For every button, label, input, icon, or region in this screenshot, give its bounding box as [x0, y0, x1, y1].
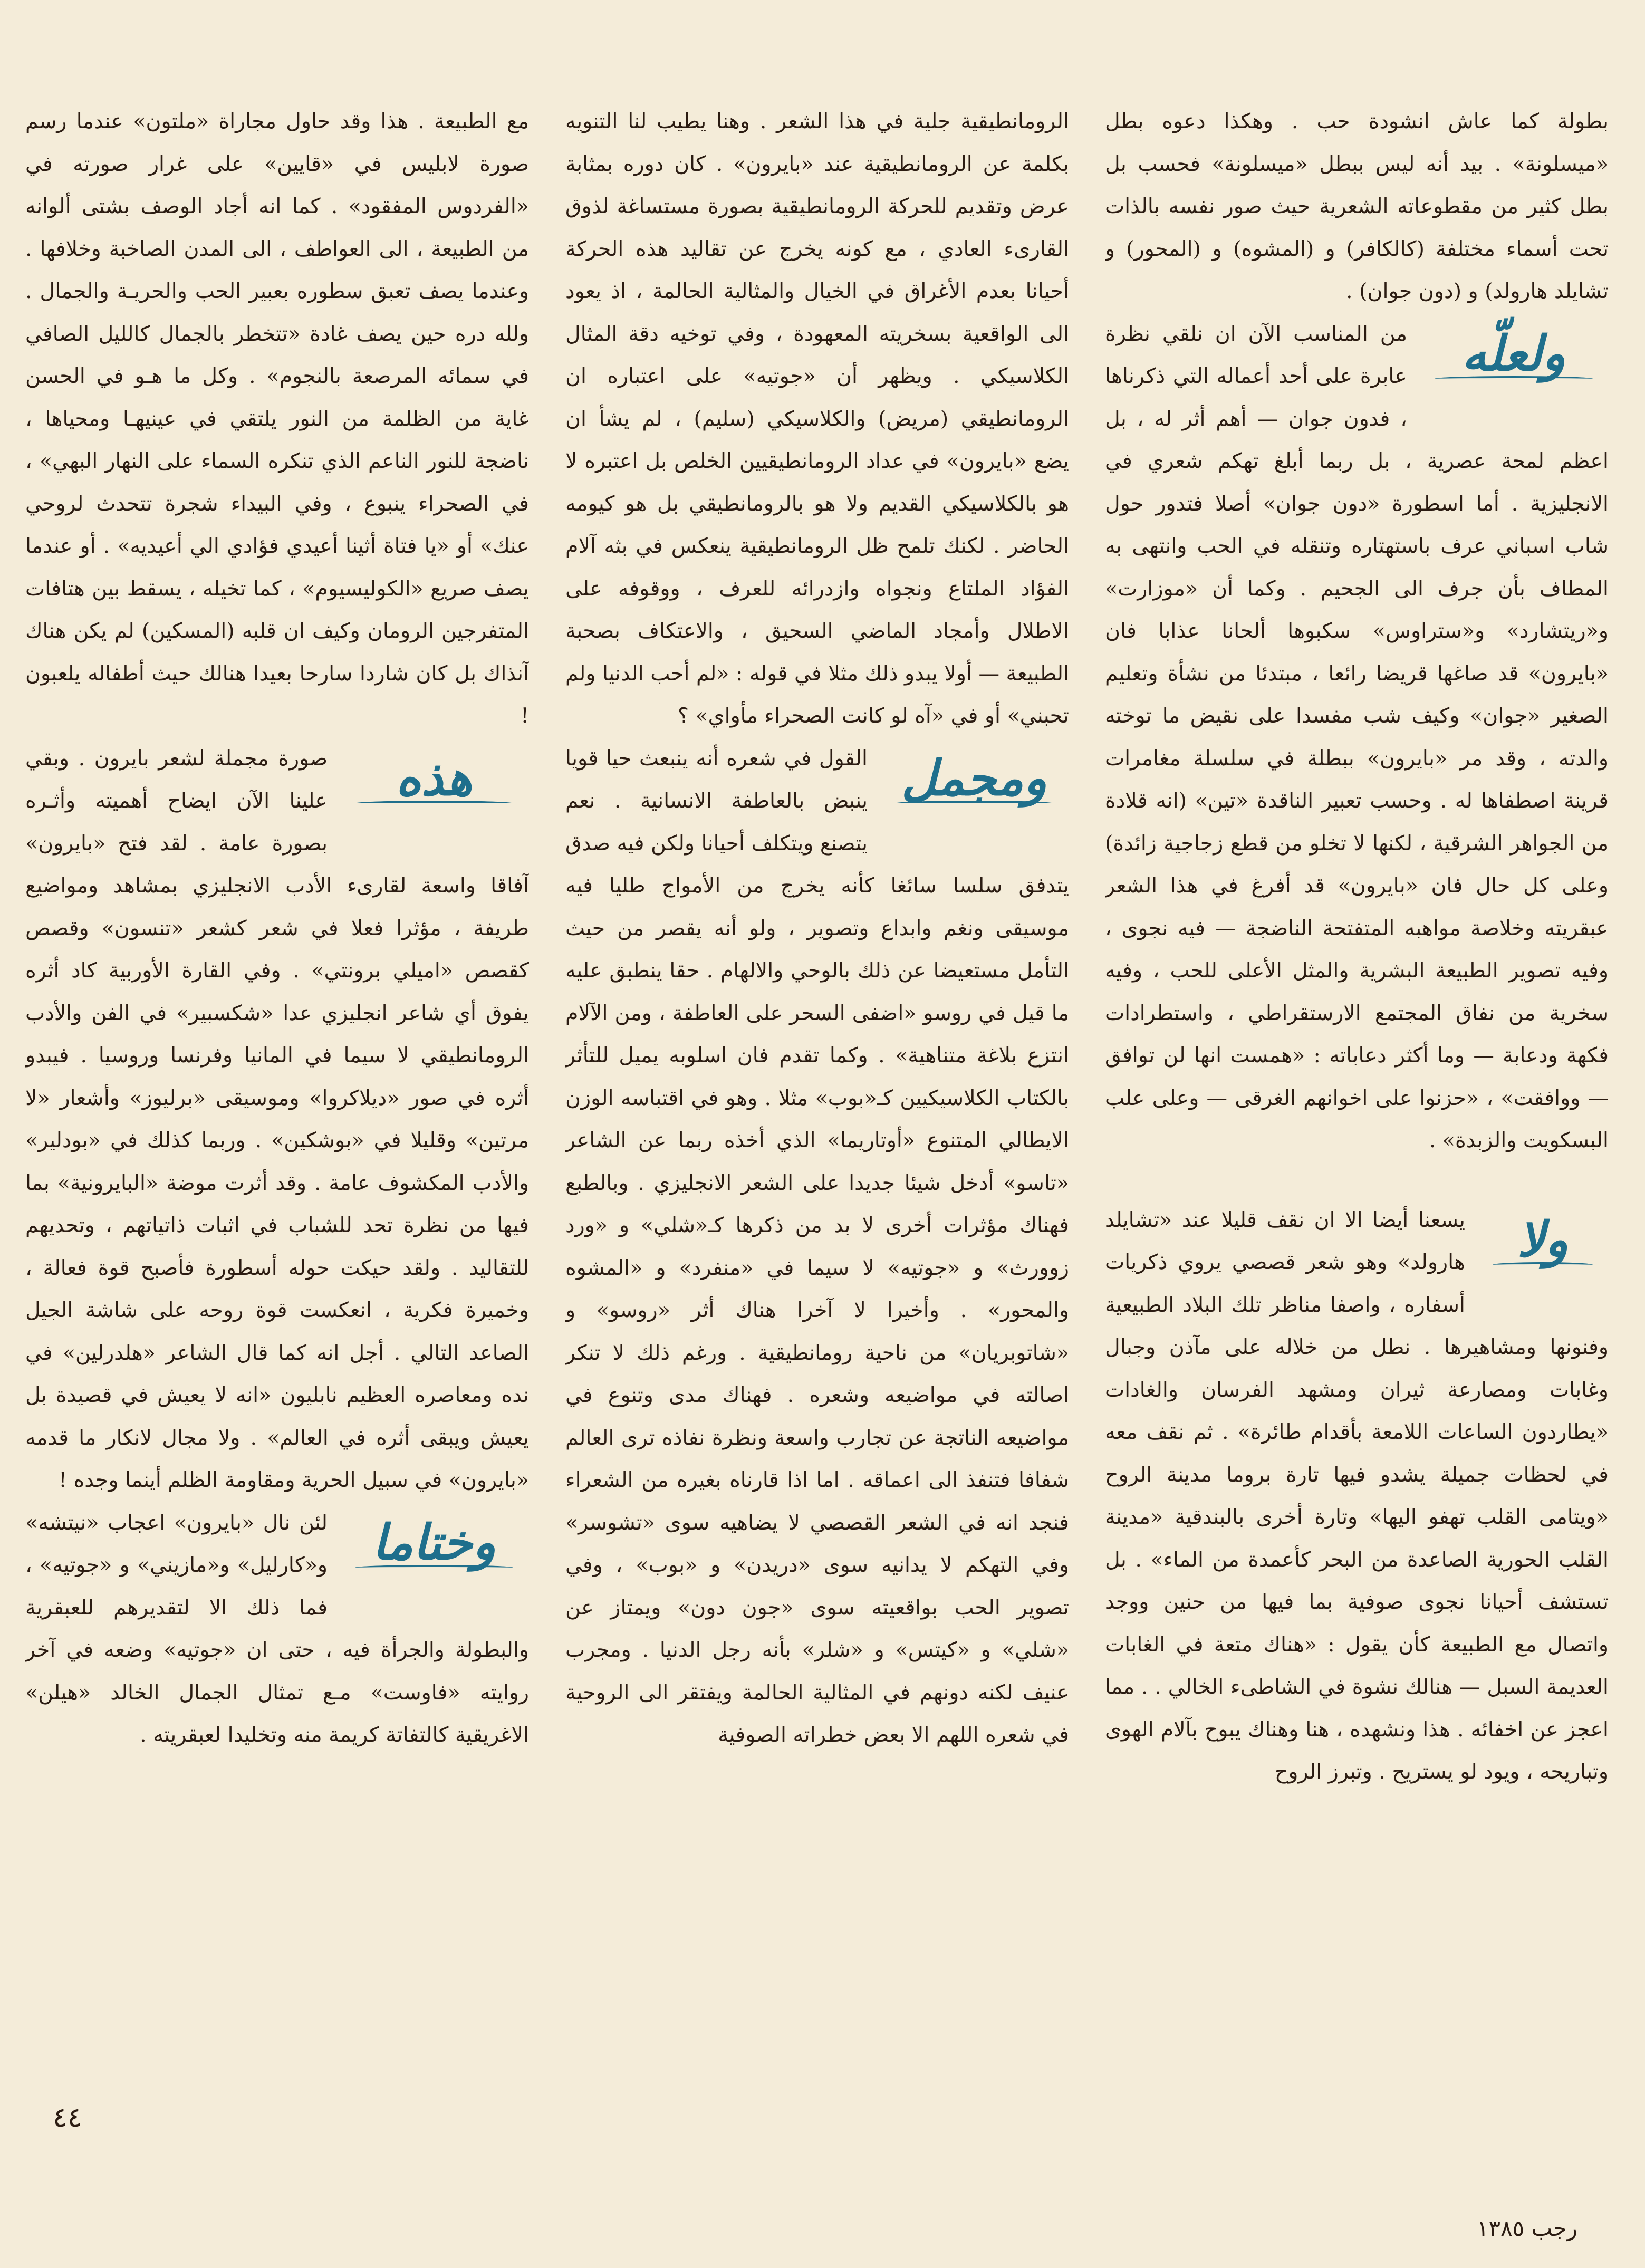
paragraph-block — [25, 737, 529, 1502]
page-number: ٤٤ — [53, 2102, 82, 2134]
paragraph: لئن نال «بايرون» اعجاب «نيتشه» و«كارليل» و«مازيني» و «جوتيه» ، فما ذلك الا لتقديرهم للعبقرية والبطولة والجرأة فيه ، حتى ان «جوتيه» وضعه في آخر روايته «فاوست» مـع تمثال الجمال الخالد «هيلن» الاغريقية كالتفاتة كريمة منه وتخليدا لعبقريته . — [25, 1510, 529, 1747]
article-column-right — [1105, 100, 1609, 2094]
paragraph-block — [1105, 1199, 1609, 1793]
article-column-middle — [565, 100, 1069, 2094]
paragraph: الرومانطيقية جلية في هذا الشعر . وهنا يطيب لنا التنويه بكلمة عن الرومانطيقية عند «بايرون» . كان دوره بمثابة عرض وتقديم للحركة الرومانطيقية بصورة مستساغة لذوق القارىء العادي ، مع كونه يخرج عن تقاليد هذه الحركة أحيانا بعدم الأغراق في الخيال والمثالية الحالمة ، اذ يعود الى الواقعية بسخريته المعهودة ، وفي توخيه دقة المثال الكلاسيكي . ويظهر أن «جوتيه» على اعتباره ان الرومانطيقي (مريض) والكلاسيكي (سليم) ، لم يشأ ان يضع «بايرون» في عداد الرومانطيقيين الخلص بل اعتبره لا هو بالكلاسيكي القديم ولا هو بالرومانطيقي بل هو كيومه الحاضر . لكنك تلمح ظل الرومانطيقية ينعكس في بثه آلام الفؤاد الملتاع ونجواه وازدرائه للعرف ، ووقوفه على الاطلال وأمجاد الماضي السحيق ، والاعتكاف بصحبة الطبيعة — أولا يبدو ذلك مثلا في قوله : «لم أحب الدنيا ولم تحبني» أو في «آه لو كانت الصحراء مأواي» ؟ — [565, 109, 1069, 728]
lead-word-heading: ومجمل — [879, 742, 1069, 821]
paragraph-block — [565, 737, 1069, 1756]
paragraph-gap — [1105, 1162, 1609, 1199]
issue-date: رجب ١٣٨٥ — [1477, 2215, 1578, 2241]
paragraph-block — [1105, 313, 1609, 1162]
paragraph: يسعنا أيضا الا ان نقف قليلا عند «تشايلد هارولد» وهو شعر قصصي يروي ذكريات أسفاره ، واصفا مناظر تلك البلاد الطبيعية وفنونها ومشاهيرها . نطل من خلاله على مآذن وجبال وغابات ومصارعة ثيران ومشهد الفرسان والغادات «يطاردون الساعات اللامعة بأقدام طائرة» . ثم نقف معه في لحظات جميلة يشدو فيها تارة بروما مدينة الروح «ويتامى القلب تهفو اليها» وتارة أخرى بالبندقية «مدينة القلب الحورية الصاعدة من البحر كأعمدة من الماء» . بل تستشف أحيانا نجوى صوفية بما فيها من حنين ووجد واتصال مع الطبيعة كأن يقول : «هناك متعة في الغابات العديمة السبل — هنالك نشوة في الشاطىء الخالي . . مما اعجز عن اخفائه . هذا ونشهده ، هنا وهناك يبوح بآلام الهوى وتباريحه ، ويود لو يستريح . وتبرز الروح — [1105, 1207, 1609, 1784]
lead-word-heading: وختاما — [339, 1506, 529, 1585]
paragraph-block — [25, 1502, 529, 1756]
article-column-left — [25, 100, 529, 2094]
lead-word-heading: ولعلّه — [1419, 317, 1609, 396]
paragraph: مع الطبيعة . هذا وقد حاول مجاراة «ملتون» عندما رسم صورة لابليس في «قايين» على غرار صورته في «الفردوس المفقود» . كما انه أجاد الوصف بشتى ألوانه من الطبيعة ، الى العواطف ، الى المدن الصاخبة وخلافها . وعندما يصف تعبق سطوره بعبير الحب والحريـة والجمال . ولله دره حين يصف غادة «تتخطر بالجمال كالليل الصافي في سمائه المرصعة بالنجوم» . وكل ما هـو في الحسن غاية من الظلمة من النور يلتقي في عينيهـا ومحياها ، ناضجة للنور الناعم الذي تنكره السماء على النهار البهي» ، في الصحراء ينبوع ، وفي البيداء شجرة تتحدث لروحي عنك» أو «يا فتاة أثينا أعيدي فؤادي الي أعيديه» . أو عندما يصف صريع «الكوليسيوم» ، كما تخيله ، يسقط بين هتافات المتفرجين الرومان وكيف ان قلبه (المسكين) لم يكن هناك آنذاك بل كان شاردا سارحا بعيدا هنالك حيث أطفاله يلعبون ! — [25, 109, 529, 728]
paragraph: القول في شعره أنه ينبعث حيا قويا ينبض بالعاطفة الانسانية . نعم يتصنع ويتكلف أحيانا ولكن فيه صدق يتدفق سلسا سائغا كأنه يخرج من الأمواج طليا فيه موسيقى ونغم وابداع وتصوير ، ولو أنه يقصر من حيث التأمل مستعيضا عن ذلك بالوحي والالهام . حقا ينطبق عليه ما قيل في روسو «اضفى السحر على العاطفة ، ومن الآلام انتزع بلاغة متناهية» . وكما تقدم فان اسلوبه يميل للتأثر بالكتاب الكلاسيكيين كـ«بوب» مثلا . وهو في اقتباسه الوزن الايطالي المتنوع «أوتاريما» الذي أخذه ربما عن الشاعر «تاسو» أدخل شيئا جديدا على الشعر الانجليزي . وبالطبع فهناك مؤثرات أخرى لا بد من ذكرها كـ«شلي» و «ورد زوورث» و «جوتيه» لا سيما في «منفرد» و «المشوه والمحور» . وأخيرا لا آخرا هناك أثر «روسو» و «شاتوبريان» من ناحية رومانطيقية . ورغم ذلك لا تنكر اصالته في مواضيعه وشعره . فهناك مدى وتنوع في مواضيعه الناتجة عن تجارب واسعة ونظرة نفاذه ترى العالم شفافا فتنفذ الى اعماقه . اما اذا قارناه بغيره من الشعراء فنجد انه في الشعر القصصي لا يضاهيه سوى «تشوسر» وفي التهكم لا يدانيه سوى «دريدن» و «بوب» ، وفي تصوير الحب بواقعيته سوى «جون دون» ويمتاز عن «شلي» و «كيتس» و «شلر» بأنه رجل الدنيا . ومجرب عنيف لكنه دونهم في المثالية الحالمة ويفتقر الى الروحية في شعره اللهم الا بعض خطراته الصوفية — [565, 746, 1069, 1747]
paragraph: من المناسب الآن ان نلقي نظرة عابرة على أحد أعماله التي ذكرناها ، فدون جوان — أهم أثر له ، بل اعظم لمحة عصرية ، بل ربما أبلغ تهكم شعري في الانجليزية . أما اسطورة «دون جوان» أصلا فتدور حول شاب اسباني عرف باستهتاره وتنقله في الحب وانتهى به المطاف بأن جرف الى الجحيم . وكما أن «موزارت» و«ريتشارد» و«ستراوس» سكبوها ألحانا عذابا فان «بايرون» قد صاغها قريضا رائعا ، مبتدئا من نشأة وتعليم الصغير «جوان» وكيف شب مفسدا على نقيض ما توخته والدته ، وقد مر «بايرون» ببطلة في سلسلة مغامرات قرينة اصطفاها له . وحسب تعبير الناقدة «تين» (انه قلادة من الجواهر الشرقية ، لكنها لا تخلو من قطع زجاجية زائدة) وعلى كل حال فان «بايرون» قد أفرغ في هذا الشعر عبقريته وخلاصة مواهبه المتفتحة الناضجة — فيه نجوى ، وفيه تصوير الطبيعة البشرية والمثل الأعلى للحب ، وفيه سخرية من نفاق المجتمع الارستقراطي ، واستطرادات فكهة ودعابة — وما أكثر دعاباته : «همست انها لن توافق — ووافقت» ، «حزنوا على اخوانهم الغرقى — وعلى علب البسكويت والزبدة» . — [1105, 321, 1609, 1152]
paragraph: صورة مجملة لشعر بايرون . وبقي علينا الآن ايضاح أهميته وأثـره بصورة عامة . لقد فتح «بايرون» آفاقا واسعة لقارىء الأدب الانجليزي بمشاهد ومواضيع طريفة ، مؤثرا فعلا في شعر كشعر «تنسون» وقصص كقصص «اميلي برونتي» . وفي القارة الأوربية كاد أثره يفوق أي شاعر انجليزي عدا «شكسبير» في الفن والأدب الرومانطيقي لا سيما في المانيا وفرنسا وروسيا . فيبدو أثره في صور «ديلاكروا» وموسيقى «برليوز» وأشعار «لا مرتين» وقليلا في «بوشكين» . وربما كذلك في «بودلير» والأدب المكشوف عامة . وقد أثرت موضة «البايرونية» بما فيها من نظرة تحد للشباب في اثبات ذاتياتهم ، وتحديهم للتقاليد . ولقد حيكت حوله أسطورة فأصبح قوة فعالة ، وخميرة فكرية ، انعكست قوة روحه على شاشة الجيل الصاعد التالي . أجل انه كما قال الشاعر «هلدرلين» في نده ومعاصره العظيم نابليون «انه لا يعيش في قصيدة بل يعيش ويبقى أثره في العالم» . ولا مجال لانكار ما قدمه «بايرون» في سبيل الحرية ومقاومة الظلم أينما وجده ! — [25, 746, 529, 1492]
lead-word-heading: ولا — [1477, 1203, 1609, 1282]
lead-word-heading: هذه — [339, 742, 529, 821]
paragraph: بطولة كما عاش انشودة حب . وهكذا دعوه بطل «ميسلونة» . بيد أنه ليس ببطل «ميسلونة» فحسب بل بطل كثير من مقطوعاته الشعرية حيث صور نفسه بالذات تحت أسماء مختلفة (كالكافر) و (المشوه) و (المحور) و تشايلد هارولد) و (دون جوان) . — [1105, 109, 1609, 303]
